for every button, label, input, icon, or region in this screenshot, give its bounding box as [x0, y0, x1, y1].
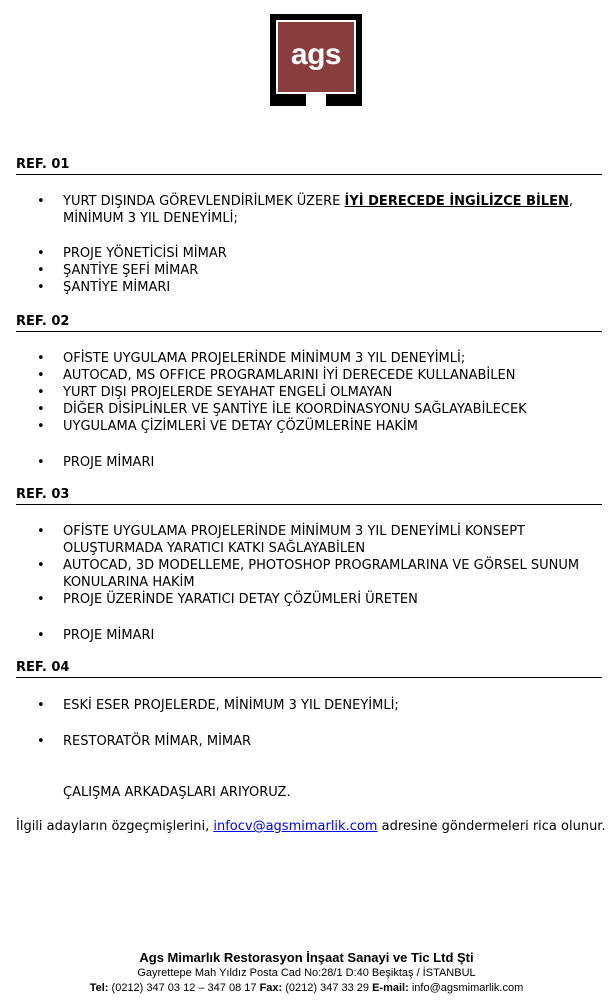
- email-value: info@agsmimarlik.com: [408, 982, 524, 994]
- fax-value: (0212) 347 33 29: [282, 982, 373, 994]
- contact-text: adresine göndermeleri rica olunur.: [377, 819, 606, 834]
- email-link[interactable]: infocv@agsmimarlik.com: [213, 819, 378, 834]
- footer-address: Gayrettepe Mah Yıldız Posta Cad No:28/1 D:40 Beşiktaş / İSTANBUL: [137, 967, 476, 979]
- tel-label: Tel:: [89, 982, 109, 994]
- footer-contact: [0, 982, 613, 994]
- list-item: • PROJE YÖNETİCİSİ MİMAR: [37, 245, 597, 262]
- fax-label: Fax:: [259, 982, 283, 994]
- list-item: • UYGULAMA ÇİZİMLERİ VE DETAY ÇÖZÜMLERİNE HAKİM: [37, 418, 597, 435]
- list-item: • AUTOCAD, 3D MODELLEME, PHOTOSHOP PROGRAMLARINA VE GÖRSEL SUNUM KONULARINA HAKİM: [37, 557, 597, 591]
- logo-notch: [306, 92, 326, 106]
- list-item: [37, 193, 597, 227]
- list-item: • PROJE MİMARI: [37, 627, 597, 644]
- list-item: • OFİSTE UYGULAMA PROJELERİNDE MİNİMUM 3 YIL DENEYİMLİ;: [37, 350, 597, 367]
- list-item: • AUTOCAD, MS OFFICE PROGRAMLARINI İYİ DERECEDE KULLANABİLEN: [37, 367, 597, 384]
- list-item: • ESKİ ESER PROJELERDE, MİNİMUM 3 YIL DENEYİMLİ;: [37, 697, 597, 714]
- ref-02-requirements: [37, 350, 597, 435]
- list-item: • PROJE ÜZERİNDE YARATICI DETAY ÇÖZÜMLERİ ÜRETEN: [37, 591, 597, 608]
- logo-text: ags: [290, 38, 342, 71]
- ref-01-requirements: [37, 193, 597, 227]
- closing-statement: ÇALIŞMA ARKADAŞLARI ARIYORUZ.: [63, 785, 291, 800]
- list-item: • PROJE MİMARI: [37, 454, 597, 471]
- ref-03-positions: [37, 627, 597, 644]
- ref-03-requirements: [37, 523, 597, 608]
- footer-company: Ags Mimarlık Restorasyon İnşaat Sanayi ve Tic Ltd Şti: [139, 950, 474, 965]
- email-label: E-mail:: [372, 982, 409, 994]
- list-item: • RESTORATÖR MİMAR, MİMAR: [37, 733, 597, 750]
- ref-04-heading: REF. 04: [16, 660, 602, 678]
- tel-value: (0212) 347 03 12 – 347 08 17: [108, 982, 260, 994]
- ref-04-requirements: [37, 697, 597, 714]
- highlight-english: İYİ DERECEDE İNGİLİZCE BİLEN: [344, 194, 569, 209]
- list-item: • OFİSTE UYGULAMA PROJELERİNDE MİNİMUM 3 YIL DENEYİMLİ KONSEPT OLUŞTURMADA YARATICI KATKI SAĞLAYABİLEN: [37, 523, 597, 557]
- item-text: , MİNİMUM 3 YIL DENEYİMLİ;: [63, 194, 573, 226]
- list-item: • DİĞER DİSİPLİNLER VE ŞANTİYE İLE KOORDİNASYONU SAĞLAYABİLECEK: [37, 401, 597, 418]
- list-item: • ŞANTİYE ŞEFİ MİMAR: [37, 262, 597, 279]
- ref-01-heading: REF. 01: [16, 157, 602, 175]
- ref-02-heading: REF. 02: [16, 314, 602, 332]
- contact-text: İlgili adayların özgeçmişlerini,: [16, 819, 214, 834]
- list-item: • YURT DIŞI PROJELERDE SEYAHAT ENGELİ OLMAYAN: [37, 384, 597, 401]
- contact-line: [16, 818, 606, 835]
- ref-01-positions: [37, 245, 597, 296]
- ref-03-heading: REF. 03: [16, 487, 602, 505]
- logo-panel: [276, 20, 356, 94]
- list-item: • ŞANTİYE MİMARI: [37, 279, 597, 296]
- ref-04-positions: [37, 733, 597, 750]
- ref-02-positions: [37, 454, 597, 471]
- ags-logo: [270, 14, 362, 106]
- item-text: YURT DIŞINDA GÖREVLENDİRİLMEK ÜZERE: [63, 194, 345, 209]
